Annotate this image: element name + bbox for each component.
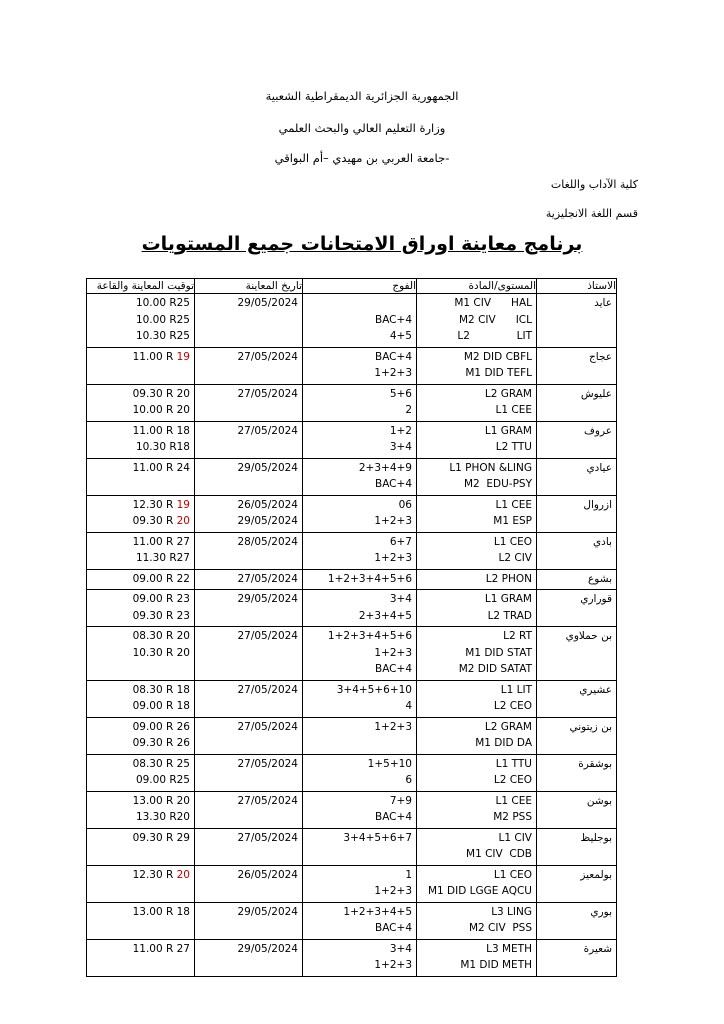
time-room-line: 09.30 R 23: [132, 609, 190, 622]
date-line: 27/05/2024: [237, 630, 298, 642]
cell-group: [303, 718, 416, 754]
group-line: 1+2+3: [374, 646, 412, 659]
table-row: [87, 791, 617, 828]
cell-date: [195, 718, 302, 754]
subject-line: L2 TTU: [495, 441, 532, 453]
subject-line: L1 CEE: [495, 404, 532, 416]
cell-time: [87, 459, 194, 495]
cell-time: [87, 755, 194, 791]
cell-time: [87, 792, 194, 828]
table-row: [87, 421, 617, 458]
cell-date: [195, 294, 302, 347]
cell-subject: [417, 792, 536, 828]
cell-group: [303, 348, 416, 384]
cell-subject: [417, 718, 536, 754]
time-room-line: [91, 920, 190, 937]
cell-group: [303, 792, 416, 828]
time-room-line: 11.00 R 27: [132, 535, 190, 548]
table-row: [87, 865, 617, 902]
date-line: 29/05/2024: [237, 297, 298, 309]
professor-name: ازروال: [583, 498, 612, 511]
date-line: 26/05/2024: [237, 868, 298, 881]
room-highlight: 19: [176, 498, 190, 511]
date-line: [199, 439, 298, 456]
cell-time: [87, 348, 194, 384]
room-highlight: 20: [176, 515, 190, 527]
cell-subject: [417, 570, 536, 590]
subject-line: L1 CIV: [498, 831, 532, 844]
subject-line: L2 CEO: [493, 774, 532, 786]
subject-line: L2 CEO: [493, 700, 532, 712]
group-line: 06: [398, 498, 412, 511]
time-room-line: 08.30 R 25: [132, 757, 190, 770]
professor-name: عروف: [583, 424, 612, 437]
cell-time: [87, 570, 194, 590]
group-line: BAC+4: [374, 811, 412, 823]
column-header-date: تاريخ المعاينة: [195, 279, 303, 294]
time-room-line: 10.00 R 20: [132, 404, 190, 416]
date-line: 27/05/2024: [237, 683, 298, 696]
subject-line: L1 CEE: [495, 794, 532, 807]
group-line: 1+2+3+4+5+6: [327, 630, 412, 642]
subject-line: M1 DID DA: [475, 737, 532, 749]
group-line: 1+2+3: [374, 367, 412, 379]
subject-line: M1 CIV HAL: [454, 297, 532, 309]
time-room-line: 09.30 R 20: [132, 387, 190, 400]
date-line: [199, 920, 298, 937]
group-line: [307, 846, 412, 863]
cell-subject: [417, 903, 536, 939]
group-line: BAC+4: [374, 922, 412, 934]
time-room-line: 11.00 R 27: [132, 942, 190, 955]
time-room-line: 13.00 R 18: [132, 905, 190, 918]
cell-subject: [417, 294, 536, 347]
cell-subject: [417, 866, 536, 902]
time-room-line: 10.30 R25: [135, 330, 190, 342]
date-line: [199, 328, 298, 345]
professor-name: عايد: [594, 297, 612, 309]
group-line: 3+4+5+6+7: [343, 831, 412, 844]
professor-name: عليوش: [580, 387, 612, 400]
time-room-line: [91, 476, 190, 493]
table-row: [87, 627, 617, 681]
table-row: [87, 532, 617, 569]
subject-line: M2 CIV ICL: [459, 313, 532, 326]
table-row: [87, 294, 617, 348]
group-line: BAC+4: [374, 313, 412, 326]
cell-time: [87, 422, 194, 458]
header-faculty: كلية الآداب واللغات: [550, 178, 638, 191]
group-line: 1+2+3: [374, 515, 412, 527]
cell-time: [87, 940, 194, 976]
date-line: [199, 402, 298, 419]
cell-professor: [537, 681, 616, 701]
time-room-line: 09.00 R 18: [132, 700, 190, 712]
group-line: [307, 735, 412, 752]
subject-line: M2 CIV PSS: [468, 922, 532, 934]
subject-line: M1 DID LGGE AQCU: [427, 885, 532, 897]
table-row: [87, 458, 617, 495]
column-header-professor: الاستاذ: [537, 279, 617, 294]
date-line: 27/05/2024: [237, 720, 298, 733]
date-line: [199, 957, 298, 974]
date-line: [199, 772, 298, 789]
group-line: BAC+4: [374, 478, 412, 490]
subject-line: M1 DID METH: [460, 959, 532, 971]
cell-time: [87, 627, 194, 680]
time-room-line: [91, 661, 190, 678]
professor-name: عشيري: [579, 683, 612, 696]
header-republic: الجمهورية الجزائرية الديمقراطية الشعبية: [265, 89, 459, 103]
professor-name: بادي: [592, 535, 612, 548]
subject-line: L1 LIT: [500, 683, 532, 696]
group-line: 5+6: [389, 387, 412, 400]
cell-date: [195, 829, 302, 865]
cell-professor: [537, 718, 616, 738]
date-line: [199, 476, 298, 493]
date-line: [199, 846, 298, 863]
cell-date: [195, 903, 302, 939]
cell-subject: [417, 459, 536, 495]
time-room-line: 08.30 R 20: [132, 630, 190, 642]
cell-date: [195, 940, 302, 976]
date-line: [199, 365, 298, 382]
professor-name: بولمعيز: [580, 868, 612, 881]
date-line: 27/05/2024: [237, 831, 298, 844]
cell-professor: [537, 422, 616, 442]
table-row: [87, 569, 617, 590]
time-room-line: [91, 365, 190, 382]
cell-date: [195, 496, 302, 532]
cell-group: [303, 866, 416, 902]
group-line: 6+7: [389, 535, 412, 548]
table-row: [87, 347, 617, 384]
cell-date: [195, 533, 302, 569]
column-header-group: الفوج: [303, 279, 417, 294]
room-highlight: 20: [176, 868, 190, 881]
cell-date: [195, 681, 302, 717]
cell-group: [303, 903, 416, 939]
cell-subject: [417, 348, 536, 384]
professor-name: بوشقرة: [578, 757, 612, 770]
cell-time: [87, 590, 194, 626]
subject-line: L3 LING: [491, 905, 532, 918]
cell-time: [87, 294, 194, 347]
group-line: 2: [405, 404, 412, 416]
time-room-line: 09.00 R 23: [132, 593, 190, 605]
cell-date: [195, 792, 302, 828]
group-line: 6: [405, 774, 412, 786]
date-line: 27/05/2024: [237, 387, 298, 400]
group-line: 1: [405, 868, 412, 881]
date-line: 29/05/2024: [237, 515, 298, 527]
cell-subject: [417, 627, 536, 680]
date-line: 27/05/2024: [237, 794, 298, 807]
cell-professor: [537, 903, 616, 923]
cell-professor: [537, 829, 616, 849]
group-line: 2+3+4+9: [358, 461, 412, 474]
subject-line: L1 PHON &LING: [449, 461, 532, 474]
cell-time: [87, 866, 194, 902]
cell-professor: [537, 496, 616, 516]
subject-line: L1 CEO: [493, 868, 532, 881]
time-room-line: 09.00 R25: [135, 774, 190, 786]
group-line: BAC+4: [374, 663, 412, 675]
subject-line: L2 LIT: [457, 330, 532, 342]
group-line: 3+4: [389, 942, 412, 955]
subject-line: L1 TTU: [495, 757, 532, 770]
cell-subject: [417, 681, 536, 717]
group-line: 1+2+3: [374, 720, 412, 733]
table-row: [87, 717, 617, 754]
professor-name: بوشن: [586, 794, 612, 807]
date-line: [199, 661, 298, 678]
subject-line: L2 PHON: [485, 572, 532, 585]
time-room-line: 10.30 R 20: [132, 646, 190, 659]
cell-professor: [537, 570, 616, 590]
cell-date: [195, 866, 302, 902]
group-line: 3+4: [389, 441, 412, 453]
time-room-line: 12.30 R 19: [132, 498, 190, 511]
group-line: 1+2+3: [374, 552, 412, 564]
cell-subject: [417, 829, 536, 865]
subject-line: M2 PSS: [493, 811, 532, 823]
date-line: [199, 735, 298, 752]
time-room-line: 09.30 R 26: [132, 737, 190, 749]
cell-date: [195, 348, 302, 384]
group-line: 1+2: [389, 424, 412, 437]
cell-date: [195, 590, 302, 626]
cell-time: [87, 681, 194, 717]
group-line: 2+3+4+5: [358, 609, 412, 622]
time-room-line: 11.30 R27: [135, 552, 190, 564]
cell-date: [195, 570, 302, 590]
group-line: 3+4+5+6+10: [336, 683, 412, 696]
time-room-line: 10.00 R25: [135, 297, 190, 309]
table-header-row: [87, 279, 617, 294]
group-line: 1+2+3: [374, 959, 412, 971]
group-line: [307, 295, 412, 312]
professor-name: بوجليظ: [580, 831, 612, 844]
subject-line: L2 GRAM: [484, 387, 532, 400]
time-room-line: 09.00 R 22: [132, 572, 190, 585]
table-body: [87, 294, 617, 977]
time-room-line: 10.00 R25: [135, 313, 190, 326]
cell-subject: [417, 755, 536, 791]
cell-professor: [537, 533, 616, 553]
subject-line: M1 ESP: [493, 515, 532, 527]
cell-group: [303, 570, 416, 590]
cell-date: [195, 422, 302, 458]
date-line: 27/05/2024: [237, 572, 298, 585]
cell-professor: [537, 294, 616, 314]
time-room-line: 09.30 R 29: [132, 831, 190, 844]
date-line: 27/05/2024: [237, 757, 298, 770]
cell-professor: [537, 459, 616, 479]
cell-subject: [417, 422, 536, 458]
date-line: [199, 550, 298, 567]
time-room-line: 09.00 R 26: [132, 720, 190, 733]
date-line: [199, 312, 298, 329]
time-room-line: [91, 846, 190, 863]
date-line: 26/05/2024: [237, 498, 298, 511]
cell-professor: [537, 940, 616, 960]
date-line: 29/05/2024: [237, 942, 298, 955]
cell-time: [87, 385, 194, 421]
date-line: 29/05/2024: [237, 905, 298, 918]
cell-group: [303, 533, 416, 569]
cell-group: [303, 459, 416, 495]
header-university: جامعة العربي بن مهيدي –أم البواقي-: [274, 151, 450, 165]
cell-time: [87, 829, 194, 865]
cell-subject: [417, 385, 536, 421]
time-room-line: 08.30 R 18: [132, 683, 190, 696]
subject-line: M2 DID SATAT: [458, 663, 532, 675]
time-room-line: 10.30 R18: [135, 441, 190, 453]
cell-time: [87, 496, 194, 532]
date-line: [199, 608, 298, 625]
subject-line: L1 CEE: [495, 498, 532, 511]
room-highlight: 19: [176, 350, 190, 363]
cell-professor: [537, 627, 616, 647]
group-line: 1+2+3: [374, 885, 412, 897]
table-row: [87, 384, 617, 421]
subject-line: M1 CIV CDB: [466, 848, 532, 860]
time-room-line: 12.30 R 20: [132, 868, 190, 881]
cell-time: [87, 903, 194, 939]
date-line: 29/05/2024: [237, 593, 298, 605]
date-line: [199, 883, 298, 900]
subject-line: M1 DID TEFL: [465, 367, 532, 379]
professor-name: بن حملاوي: [565, 630, 612, 642]
date-line: 29/05/2024: [237, 461, 298, 474]
table-row: [87, 902, 617, 939]
date-line: [199, 698, 298, 715]
time-room-line: 09.30 R 20: [132, 515, 190, 527]
cell-professor: [537, 755, 616, 775]
professor-name: بوري: [590, 905, 612, 918]
professor-name: شعيرة: [583, 942, 612, 955]
cell-group: [303, 590, 416, 626]
time-room-line: 11.00 R 19: [132, 350, 190, 363]
subject-line: M1 DID STAT: [465, 646, 532, 659]
subject-line: L1 CEO: [493, 535, 532, 548]
subject-line: L2 RT: [503, 630, 532, 642]
time-room-line: 13.00 R 20: [132, 794, 190, 807]
professor-name: قوراري: [580, 593, 612, 605]
cell-professor: [537, 348, 616, 368]
professor-name: بشوع: [588, 572, 612, 585]
table-row: [87, 680, 617, 717]
column-header-time: توقيت المعاينة والقاعة: [87, 279, 195, 294]
subject-line: L1 GRAM: [484, 593, 532, 605]
cell-professor: [537, 590, 616, 610]
group-line: 4: [405, 700, 412, 712]
table-row: [87, 590, 617, 627]
cell-group: [303, 755, 416, 791]
date-line: 28/05/2024: [237, 535, 298, 548]
date-line: 27/05/2024: [237, 424, 298, 437]
table-row: [87, 939, 617, 976]
schedule-table: [86, 278, 617, 977]
table-row: [87, 754, 617, 791]
subject-line: L3 METH: [486, 942, 532, 955]
table-row: [87, 495, 617, 532]
subject-line: M2 DID CBFL: [463, 350, 532, 363]
cell-subject: [417, 590, 536, 626]
date-line: 27/05/2024: [237, 350, 298, 363]
cell-subject: [417, 940, 536, 976]
subject-line: L2 CIV: [498, 552, 532, 564]
document-title: برنامج معاينة اوراق الامتحانات جميع المستويات: [141, 233, 583, 255]
group-line: 1+2+3+4+5+6: [327, 572, 412, 585]
cell-subject: [417, 496, 536, 532]
header-ministry: وزارة التعليم العالي والبحث العلمي: [278, 121, 446, 135]
time-room-line: 11.00 R 24: [132, 461, 190, 474]
time-room-line: [91, 957, 190, 974]
group-line: 3+4: [389, 593, 412, 605]
cell-group: [303, 940, 416, 976]
cell-group: [303, 294, 416, 347]
cell-group: [303, 496, 416, 532]
group-line: 1+5+10: [367, 757, 412, 770]
group-line: 7+9: [389, 794, 412, 807]
time-room-line: 11.00 R 18: [132, 424, 190, 437]
cell-group: [303, 385, 416, 421]
subject-line: L2 TRAD: [487, 609, 532, 622]
time-room-line: [91, 883, 190, 900]
subject-line: M2 EDU-PSY: [463, 478, 532, 490]
cell-time: [87, 718, 194, 754]
cell-date: [195, 755, 302, 791]
cell-professor: [537, 385, 616, 405]
cell-date: [195, 459, 302, 495]
group-line: BAC+4: [374, 350, 412, 363]
date-line: [199, 645, 298, 662]
subject-line: L1 GRAM: [484, 424, 532, 437]
cell-professor: [537, 792, 616, 812]
cell-professor: [537, 866, 616, 886]
cell-time: [87, 533, 194, 569]
group-line: 1+2+3+4+5: [343, 905, 412, 918]
time-room-line: 13.30 R20: [135, 811, 190, 823]
column-header-subject: المستوى/المادة: [417, 279, 537, 294]
cell-group: [303, 627, 416, 680]
professor-name: بن زيتوني: [569, 720, 612, 733]
subject-line: L2 GRAM: [484, 720, 532, 733]
cell-group: [303, 681, 416, 717]
cell-group: [303, 422, 416, 458]
table-row: [87, 828, 617, 865]
date-line: [199, 809, 298, 826]
professor-name: عجاج: [588, 350, 612, 363]
header-department: قسم اللغة الانجليزية: [545, 207, 638, 220]
cell-date: [195, 385, 302, 421]
professor-name: عيادي: [586, 461, 612, 474]
group-line: 4+5: [389, 330, 412, 342]
cell-subject: [417, 533, 536, 569]
cell-date: [195, 627, 302, 680]
cell-group: [303, 829, 416, 865]
